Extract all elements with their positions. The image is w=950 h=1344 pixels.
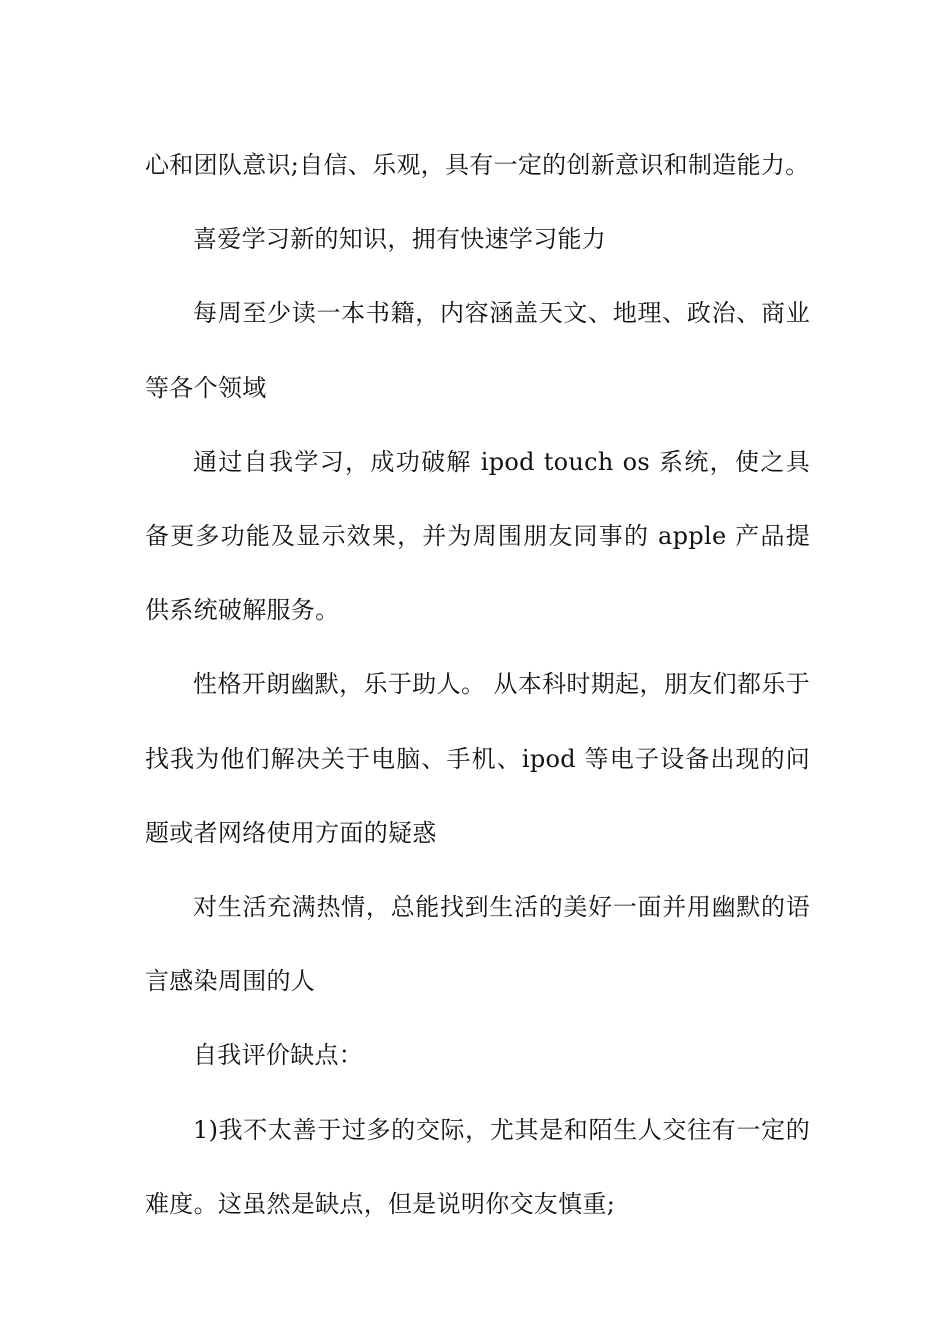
paragraph-5: 性格开朗幽默，乐于助人。 从本科时期起，朋友们都乐于找我为他们解决关于电脑、手机、ipod 等电子设备出现的问题或者网络使用方面的疑惑: [145, 670, 810, 847]
paragraph-3: 每周至少读一本书籍，内容涵盖天文、地理、政治、商业等各个领域: [145, 299, 810, 402]
paragraph-8: 1)我不太善于过多的交际，尤其是和陌生人交往有一定的难度。这虽然是缺点，但是说明你交友慎重;: [145, 1115, 810, 1218]
document-body: [145, 128, 810, 1241]
paragraph-1: 心和团队意识;自信、乐观，具有一定的创新意识和制造能力。: [145, 151, 810, 179]
paragraph-7: 自我评价缺点：: [193, 1041, 364, 1070]
paragraph-2: 喜爱学习新的知识，拥有快速学习能力: [193, 225, 607, 254]
paragraph-4: 通过自我学习，成功破解 ipod touch os 系统，使之具备更多功能及显示效果，并为周围朋友同事的 apple 产品提供系统破解服务。: [145, 447, 810, 625]
paragraph-6: 对生活充满热情，总能找到生活的美好一面并用幽默的语言感染周围的人: [145, 893, 810, 996]
